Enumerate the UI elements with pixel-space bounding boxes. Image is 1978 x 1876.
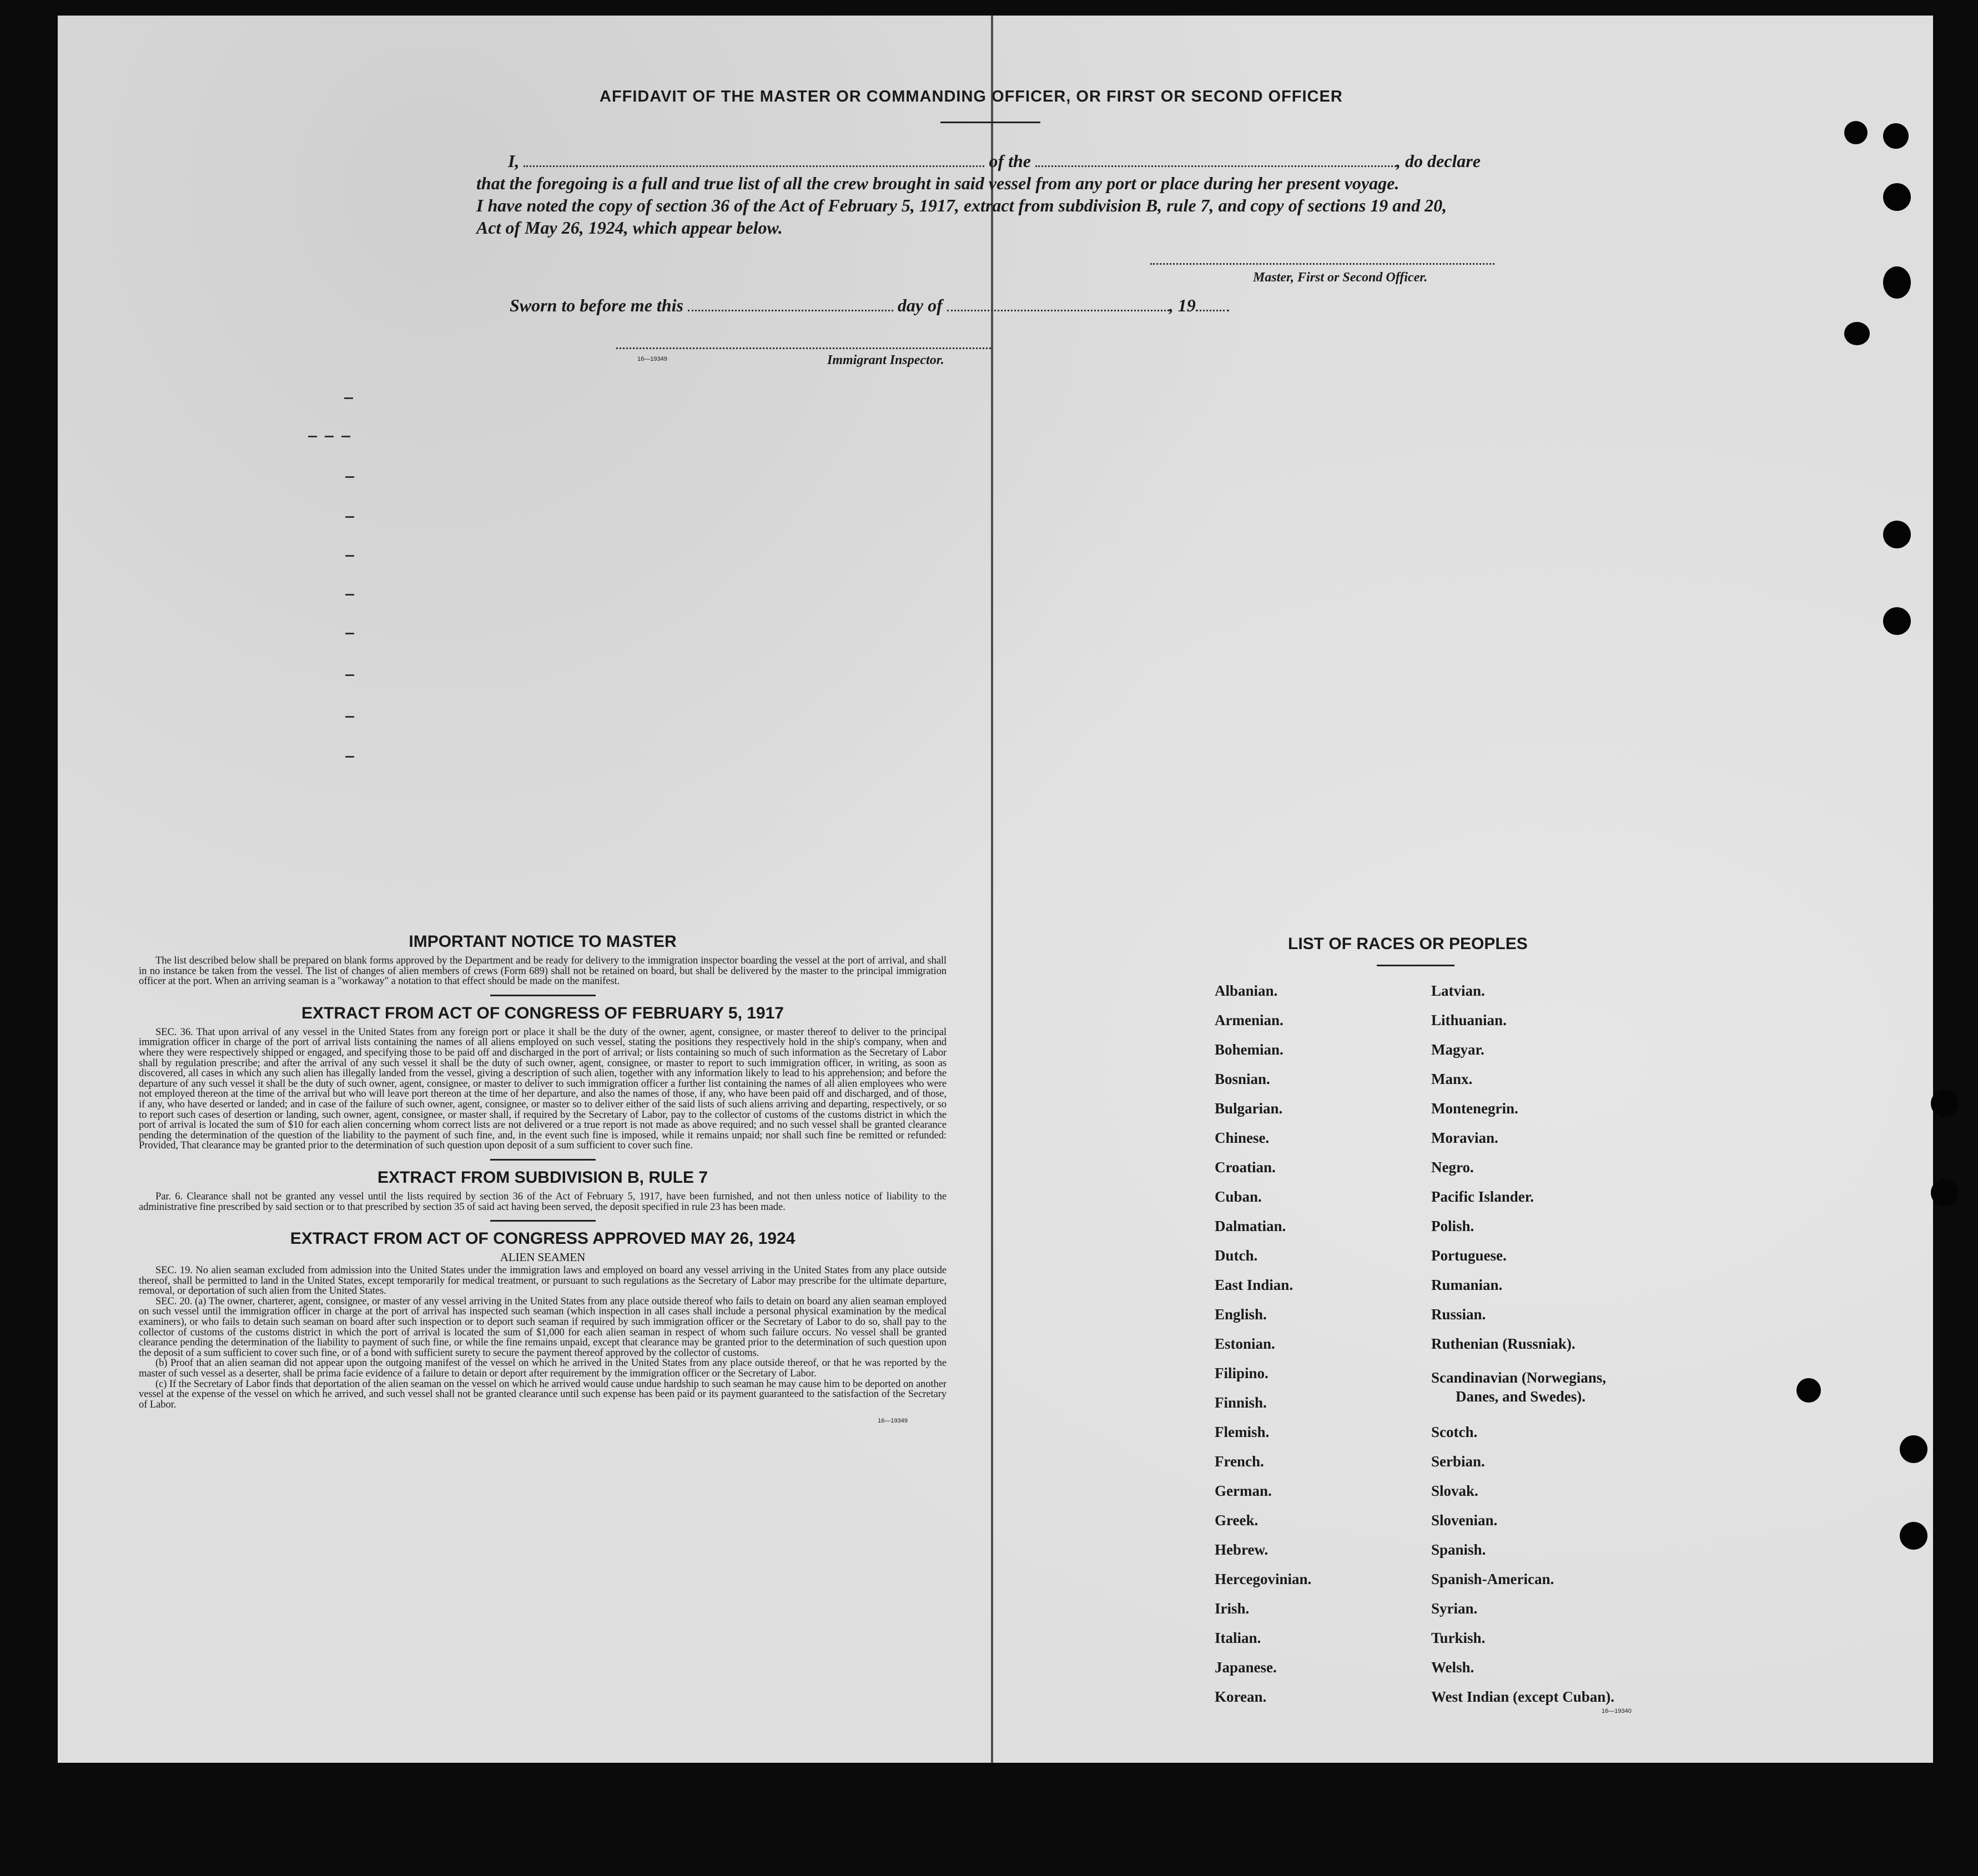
section-20a-text: SEC. 20. (a) The owner, charterer, agent, consignee, or master of any vessel arriving in the United States from any place outside thereof who fails to detain on board any alien seaman employed on such vessel until the immigration officer in charge at the port of arrival has inspected such seaman (which inspection in all cases shall include a personal physical examination by the medical examiners), or who fails to detain such seaman on board after such inspection or to deport such seaman if required by such immigration officer or the Secretary of Labor to do so, shall pay to the collector of customs of the customs district in which the port of arrival is located the sum of $1,000 for each alien seaman in respect of whom such failure occurs. No vessel shall be granted clearance pending the determination of the liability to payment of such fine, or while the fine remains unpaid, except that clearance may be granted prior to the determination of such question upon the deposit of a sum sufficient to cover such fine, or of a bond with sufficient surety to secure the payment thereof approved by the collector of customs.: [139, 1295, 947, 1359]
race-item: Spanish.: [1431, 1541, 1486, 1558]
race-item: East Indian.: [1215, 1277, 1293, 1293]
race-item: Bohemian.: [1215, 1041, 1284, 1058]
race-item: Flemish.: [1215, 1424, 1270, 1440]
margin-mark: [325, 436, 334, 437]
title-divider: [940, 122, 1040, 123]
punch-hole: [1883, 607, 1911, 635]
affidavit-line-3: I have noted the copy of section 36 of the Act of February 5, 1917, extract from subdivision B, rule 7, and copy of sections 19 and 20,: [476, 195, 1447, 215]
punch-hole: [1796, 1378, 1821, 1403]
race-item: Dutch.: [1215, 1247, 1258, 1264]
race-item: Pacific Islander.: [1431, 1188, 1534, 1205]
margin-mark: [345, 674, 354, 676]
race-item: Rumanian.: [1431, 1277, 1503, 1293]
race-item: Dalmatian.: [1215, 1218, 1286, 1234]
race-item: Italian.: [1215, 1630, 1261, 1646]
fold-line: [991, 16, 993, 1763]
notice-divider: [490, 995, 596, 996]
year-label: , 19: [1169, 295, 1196, 315]
race-item: Montenegrin.: [1431, 1100, 1518, 1117]
margin-mark: [341, 436, 350, 437]
race-item: Manx.: [1431, 1071, 1473, 1087]
section-20b-text: (b) Proof that an alien seaman did not appear upon the outgoing manifest of the vessel on which he arrived in the United States from any place outside thereof, or that he was reported by the master of such vessel as a deserter, shall be prima facie evidence of a failure to detain or deport after requirement by the immigration officer or the Secretary of Labor.: [139, 1357, 947, 1380]
margin-mark: [345, 555, 354, 557]
declare-label: , do declare: [1396, 151, 1481, 171]
race-item: Cuban.: [1215, 1188, 1262, 1205]
declarant-label: I,: [508, 151, 520, 171]
affidavit-line-2: that the foregoing is a full and true list of all the crew brought in said vessel from any port or place during her present voyage.: [476, 173, 1400, 193]
margin-mark: [345, 516, 354, 518]
sworn-year-blank[interactable]: [1196, 307, 1229, 311]
affidavit-title: AFFIDAVIT OF THE MASTER OR COMMANDING OFFICER, OR FIRST OR SECOND OFFICER: [600, 88, 1343, 105]
master-signature-blank[interactable]: [1150, 261, 1494, 265]
race-item: Irish.: [1215, 1600, 1250, 1617]
races-form-number: 16—19340: [1602, 1708, 1632, 1714]
affidavit-line-4: Act of May 26, 1924, which appear below.: [476, 218, 783, 238]
margin-mark: [345, 633, 354, 634]
sworn-day-blank[interactable]: [688, 307, 893, 311]
race-item: Portuguese.: [1431, 1247, 1507, 1264]
race-item: Magyar.: [1431, 1041, 1484, 1058]
alien-seamen-subtitle: ALIEN SEAMEN: [500, 1250, 586, 1264]
notice-column: [139, 932, 947, 1424]
race-item: Finnish.: [1215, 1394, 1267, 1411]
race-item: Greek.: [1215, 1512, 1259, 1529]
race-item: Slovak.: [1431, 1482, 1478, 1499]
race-item: Polish.: [1431, 1218, 1474, 1234]
punch-hole: [1883, 183, 1911, 211]
sworn-label: Sworn to before me this: [510, 295, 683, 315]
margin-mark: [345, 476, 354, 478]
margin-mark: [345, 716, 354, 718]
affidavit-line-1: [508, 151, 1481, 172]
extract-1917-title: EXTRACT FROM ACT OF CONGRESS OF FEBRUARY 5, 1917: [301, 1003, 784, 1022]
document-sheet: [58, 16, 1933, 1763]
extract-1917-text: SEC. 36. That upon arrival of any vessel in the United States from any foreign port or place it shall be the duty of the owner, agent, consignee, or master thereof to deliver to the principal immigration officer in charge of the port of arrival lists containing the names of all aliens employed on such vessel, stating the positions they respectively hold in the ship's company, when and where they were respectively shipped or engaged, and specifying those to be paid off and discharged in the port of arrival; or lists containing so much of such information as the Secretary of Labor shall by regulation prescribe; and after the arrival of any such vessel it shall be the duty of such owner, agent, consignee, or master to report to such immigration officer, in writing, as soon as discovered, all cases in which any such alien has illegally landed from the vessel, giving a description of such alien, together with any information likely to lead to his apprehension; and before the departure of any such vessel it shall be the duty of such owner, agent, consignee, or master to deliver to such immigration officer a further list containing the names of all alien employees who were not employed thereon at the time of the arrival but who will leave port thereon at the time of her departure, and also the names of those, if any, who have been paid off and discharged, and of those, if any, who have deserted or landed; and in case of the failure of such owner, agent, consignee, or master so to deliver either of the said lists of such aliens arriving and departing, respectively, or so to report such cases of desertion or landing, such owner, agent, consignee, or master shall, if required by the Secretary of Labor, pay to the collector of customs of the customs district in which the port of arrival is located the sum of $10 for each alien concerning whom correct lists are not delivered or a true report is not made as above required; and no such vessel shall be granted clearance pending the determination of the question of the liability to the payment of such fine, and, in the event such fine is imposed, while it remains unpaid; nor shall such fine be remitted or refunded: Provided, That clearance may be granted prior to the determination of such question upon deposit of a sum sufficient to cover such fine.: [139, 1026, 947, 1152]
section-20c-text: (c) If the Secretary of Labor finds that deportation of the alien seaman on the vessel on which he arrived would cause undue hardship to such seaman he may cause him to be deported on another vessel at the expense of the vessel on which he arrived, and such vessel shall not be granted clearance until such expense has been paid or its payment guaranteed to the satisfaction of the Secretary of Labor.: [139, 1378, 947, 1410]
vessel-name-blank[interactable]: [1035, 163, 1396, 167]
race-item: English.: [1215, 1306, 1267, 1323]
race-item: Hebrew.: [1215, 1541, 1269, 1558]
section-19-text: SEC. 19. No alien seaman excluded from admission into the United States under the immigration laws and employed on board any vessel arriving in the United States from any place outside thereof, shall be permitted to land in the United States, except temporarily for medical treatment, or pursuant to such regulations as the Secretary of Labor may prescribe for the ultimate departure, removal, or deportation of such alien from the United States.: [139, 1264, 947, 1297]
margin-mark: [344, 397, 353, 399]
extract-form-number: 16—19349: [878, 1418, 908, 1425]
races-divider: [1377, 965, 1454, 966]
race-item: Slovenian.: [1431, 1512, 1498, 1529]
race-item: Welsh.: [1431, 1659, 1474, 1676]
races-title: LIST OF RACES OR PEOPLES: [1288, 935, 1528, 953]
vessel-label: of the: [989, 151, 1031, 171]
notice-title: IMPORTANT NOTICE TO MASTER: [409, 932, 677, 951]
punch-hole: [1883, 266, 1911, 299]
punch-hole: [1883, 123, 1909, 149]
race-item: Turkish.: [1431, 1630, 1486, 1646]
race-item: Spanish-American.: [1431, 1571, 1554, 1587]
race-item: French.: [1215, 1453, 1264, 1470]
punch-hole: [1883, 521, 1911, 548]
race-item: Armenian.: [1215, 1012, 1284, 1028]
sworn-month-blank[interactable]: [947, 307, 1169, 311]
race-item: Croatian.: [1215, 1159, 1276, 1176]
punch-hole: [1844, 322, 1870, 345]
punch-hole: [1844, 121, 1868, 144]
race-item: Lithuanian.: [1431, 1012, 1507, 1028]
race-item: Bosnian.: [1215, 1071, 1270, 1087]
punch-hole: [1900, 1435, 1927, 1463]
margin-mark: [345, 594, 354, 596]
punch-hole: [1900, 1522, 1927, 1550]
race-item: Syrian.: [1431, 1600, 1478, 1617]
master-signature-label: Master, First or Second Officer.: [1253, 270, 1428, 285]
margin-mark: [345, 756, 354, 758]
declarant-name-blank[interactable]: [524, 163, 984, 167]
race-item: West Indian (except Cuban).: [1431, 1688, 1615, 1705]
subdivision-b-text: Par. 6. Clearance shall not be granted any vessel until the lists required by section 36 of the Act of February 5, 1917, have been furnished, and not then unless notice of liability to the administrative fine prescribed by said section or to that prescribed by section 35 of said act having been served, the deposit specified in rule 23 has been made.: [139, 1190, 947, 1213]
race-item: Latvian.: [1431, 982, 1485, 999]
sworn-line: [510, 295, 1229, 316]
race-item: Estonian.: [1215, 1335, 1275, 1352]
notice-text: The list described below shall be prepared on blank forms approved by the Department and be ready for delivery to the immigration inspector boarding the vessel at the port of arrival, and shall in no instance be taken from the vessel. The list of changes of alien members of crews (Form 689) shall not be retained on board, but shall be delivered by the master to the principal immigration officer at the port. When an arriving seaman is a "workaway" a notation to that effect should be made on the manifest.: [139, 955, 947, 987]
day-of-label: day of: [897, 295, 943, 315]
race-item: Korean.: [1215, 1688, 1267, 1705]
race-item: Russian.: [1431, 1306, 1486, 1323]
affidavit-form-number: 16—19349: [637, 356, 667, 362]
subdivision-b-divider: [490, 1220, 596, 1222]
race-item: Serbian.: [1431, 1453, 1485, 1470]
race-item: Scotch.: [1431, 1424, 1478, 1440]
extract-1924-title: EXTRACT FROM ACT OF CONGRESS APPROVED MAY 26, 1924: [290, 1229, 796, 1248]
race-item: Filipino.: [1215, 1365, 1269, 1381]
race-item: Bulgarian.: [1215, 1100, 1283, 1117]
race-item: Danes, and Swedes).: [1456, 1388, 1586, 1405]
punch-hole: [1931, 1090, 1959, 1117]
race-item: Japanese.: [1215, 1659, 1277, 1676]
race-item: Chinese.: [1215, 1129, 1270, 1146]
inspector-signature-blank[interactable]: [616, 345, 991, 349]
extract-1917-divider: [490, 1159, 596, 1161]
race-item: Hercegovinian.: [1215, 1571, 1312, 1587]
race-item: Moravian.: [1431, 1129, 1498, 1146]
margin-mark: [308, 436, 317, 437]
inspector-label: Immigrant Inspector.: [827, 353, 944, 367]
race-item: Negro.: [1431, 1159, 1474, 1176]
punch-hole: [1931, 1179, 1959, 1207]
race-item: Albanian.: [1215, 982, 1278, 999]
race-item: Ruthenian (Russniak).: [1431, 1335, 1576, 1352]
race-item: German.: [1215, 1482, 1272, 1499]
subdivision-b-title: EXTRACT FROM SUBDIVISION B, RULE 7: [377, 1168, 708, 1187]
race-item: Scandinavian (Norwegians,: [1431, 1369, 1607, 1386]
